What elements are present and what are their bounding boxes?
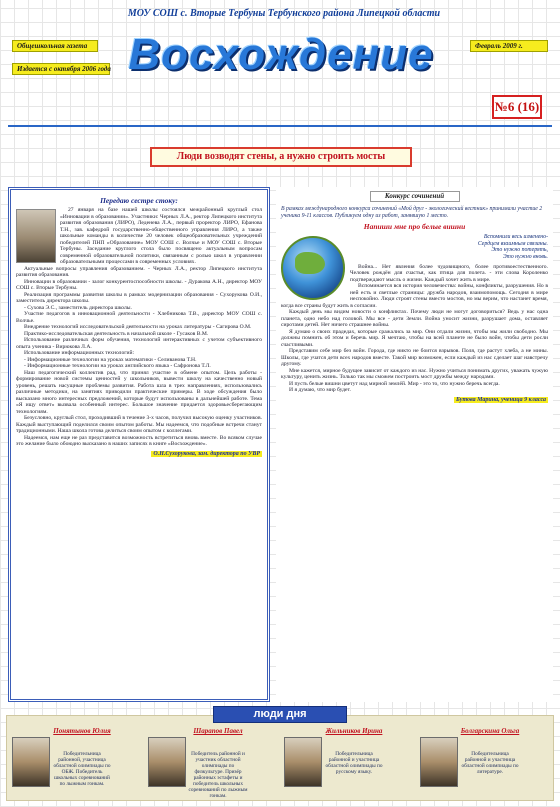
- school-line: МОУ СОШ с. Вторые Тербуны Тербунского района Липецкой области: [127, 8, 441, 19]
- motto-banner: Люди возводят стены, а нужно строить мосты: [150, 147, 412, 167]
- paragraph: - Сухова Э.С., заместитель директора школы.: [24, 304, 132, 311]
- poem-line: Вспомнили весь изменено-: [483, 234, 548, 241]
- paragraph: Безусловно, круглый стол, проходивший в течение 3-х часов, получил высокую оценку участников. Каждый выступающий поделился своим опытом работы. Мы надеемся, что подобные встречи станут традиционными. Наша школа готова делиться своим опытом с коллегами.: [16, 415, 262, 434]
- poem-line: Это нужно потерять,: [491, 247, 548, 254]
- contest-intro: В рамках международного конкурса сочинений «Мой друг - экологический вестник» принимали участие 2 ученика 9-11 классов. Публикуем одну из работ, занявшую 1 место.: [281, 206, 543, 219]
- person-card: [12, 727, 112, 795]
- person-card: [148, 727, 248, 799]
- paragraph: Представим себе мир без войн. Города, где никто не боится взрывов. Поля, где растут хлеба, а не мины. Школы, где учатся дети всех народов вместе. Такой мир возможен, если каждый из нас сделает шаг навстречу другому.: [281, 348, 548, 368]
- paragraph: Практико-исследовательская деятельность в начальной школе - Гусаков В.М.: [24, 330, 209, 337]
- paragraph: Я думаю о своих прадедах, которые сражались за мир. Они отдали жизни, чтобы мы жили свободно. Мы должны помнить об этом и беречь мир. Я мечтаю, чтобы на всей планете не было войн, чтобы дети росли счастливыми.: [281, 328, 548, 348]
- tagline-box: Общешкольная газета: [12, 40, 98, 52]
- paragraph: Актуальные вопросы управления образованием. - Черных Л.А., ректор Липецкого института развития образования.: [16, 265, 262, 278]
- paragraph: - Информационные технологии на уроках математики - Селиванова Т.Н.: [24, 356, 197, 363]
- published-since-box: Издается с октября 2006 года: [12, 63, 110, 75]
- paragraph: И я думаю, что мир будет.: [289, 387, 351, 394]
- header-divider: [8, 125, 552, 127]
- person-desc: Победительница районной, участница областной олимпиады по ОБЖ. Победитель школьных соревнований по лыжным гонкам.: [53, 751, 111, 787]
- person-desc: Победительница районной и участница областной олимпиады по литературе.: [461, 751, 519, 775]
- paragraph: Участие педагогов в инновационной деятельности - Хлебникова Т.В., директор МОУ СОШ с. Волчье.: [16, 311, 262, 324]
- paragraph: Война... Нет явления более чудовищного, более противоестественного. Человек рождён для счастья, как птица для полета. - эти слова Короленко подтверждают мысль о жизни. Каждый хочет жить в мире.: [350, 263, 548, 283]
- paragraph: Наш педагогический коллектив рад, что принял участие в обмене опытом. Цель работы - формирование новой системы ценностей у школьников, вывести школу на качественно новый уровень, решать насущные проблемы развития. Работа шла в трех направлениях, использовались различные методики, на занятиях приводили практические примеры. В ходе обсуждения было высказано много интересных предложений, которые будут использованы в дальнейшей работе. Тема «Я ищу ответ» вызвала особенный интерес. Большое значение придается здоровьесберегающим технологиям.: [16, 369, 262, 415]
- poem-line: Это нужно вновь.: [502, 253, 548, 260]
- article-photo: [16, 209, 56, 263]
- people-of-the-day-title: люди дня: [213, 706, 347, 723]
- poem-line: Сердцем взаимным связаны.: [477, 240, 548, 247]
- paragraph: 27 января на базе нашей школы состоялся межрайонный круглый стол «Инновации в образовании». Участники: Черных Л.А., ректор Липецкого института развития образования (ЛИРО), Леденева Л.А., первый проректор ЛИРО, Ефанова Т.Н., зав. кафедрой государственно-общественного управления ЛИРО, а также школьные команды в количестве 20 человек общеобразовательных учреждений победителей ПНП «Образование» МОУ СОШ с. Волчье и МОУ СОШ с. Вторые Тербуны. Заседание круглого стола было посвящено актуальным вопросам современной образовательной политики, связанным с ролью школ в управлении образовательными процессами в современных условиях.: [60, 207, 262, 265]
- paragraph: Мне кажется, мирное будущее зависит от каждого из нас. Нужно учиться понимать других, уважать чужую культуру, ценить жизнь. Только так мы сможем построить мост дружбы между народами.: [281, 367, 548, 381]
- person-photo: [284, 737, 322, 787]
- paragraph: Реализация программы развития школы в рамках модернизации образования - Сухорукова О.И., заместитель директора школы.: [16, 291, 262, 304]
- person-name: Жильников Ирина: [325, 727, 383, 735]
- paragraph: Надеемся, нам еще не раз представится возможность встретиться вновь вместе. Во всяком случае это желание было обоюдно высказано в наших записях в книге «Восхождение».: [16, 434, 262, 447]
- left-article-signature: О.Н.Сухорукова, зам. директора по УВР: [153, 450, 260, 457]
- right-article-signature: Бутова Марина, ученица 9 класса: [456, 396, 546, 403]
- person-photo: [148, 737, 186, 787]
- person-name: Понятынов Юлия: [53, 727, 111, 735]
- paragraph: Каждый день мы видим новости о конфликтах. Почему люди не могут договориться? Ведь у нас одна планета, одно небо над головой. Мы все - дети Земли. Война уносит жизни, разрушает дома, оставляет сиротами детей. Нет ничего страшнее войны.: [281, 309, 548, 329]
- person-desc: Победитель районной и участник областной олимпиады по физкультуре. Призёр районных эстафеты и победитель школьных соревнований по лыжным гонкам.: [188, 751, 248, 799]
- left-article-heading: Передаю сестре стоку:: [100, 196, 178, 205]
- person-name: Болгарскина Ольга: [460, 727, 520, 735]
- globe-illustration: [281, 236, 345, 300]
- newspaper-title: Восхождение: [128, 30, 434, 79]
- person-photo: [420, 737, 458, 787]
- paragraph: И пусть белые вишни цветут над мирной землёй. Мир - это то, что нужно беречь всегда.: [289, 380, 500, 387]
- paragraph: - Информационные технологии на уроках английского языка - Сафронова Т.Л.: [24, 363, 211, 369]
- person-card: [284, 727, 384, 795]
- person-name: Шарапов Павел: [193, 727, 243, 735]
- person-card: [420, 727, 520, 795]
- issue-number: №6 (16): [492, 95, 542, 119]
- left-article: [8, 187, 270, 702]
- right-article-title: Напиши мне про белые вишни: [363, 222, 466, 232]
- contest-tag: Конкурс сочинений: [370, 191, 460, 202]
- person-photo: [12, 737, 50, 787]
- person-desc: Победительница районной и участница областной олимпиады по русскому языку.: [325, 751, 383, 775]
- paragraph: Инновации в образовании - залог конкурентоспособности школы. - Дуракова А.Н., директор МОУ СОШ с. Вторые Тербуны.: [16, 278, 262, 291]
- paragraph: Внедрение технологий исследовательской деятельности на уроках литературы - Сагирова О.М.: [24, 324, 252, 330]
- paragraph: Использование информационных технологий:: [24, 350, 135, 356]
- right-article: [276, 187, 553, 702]
- paragraph: Использование различных форм обучения, технологий интерактивных с учетом субъективного опыта ученика - Вирюкова Л.А.: [16, 337, 262, 350]
- date-box: Февраль 2009 г.: [470, 40, 548, 52]
- paragraph: Вспоминается вся история человечества: войны, конфликты, разрушения. Но в ней есть и светлые страницы: дружба народов, взаимопомощь. Сегодня в мире неспокойно. Люди строят стены вместо мостов, но мы верим, что настанет время, когда все страны будут жить в согласии.: [281, 283, 548, 309]
